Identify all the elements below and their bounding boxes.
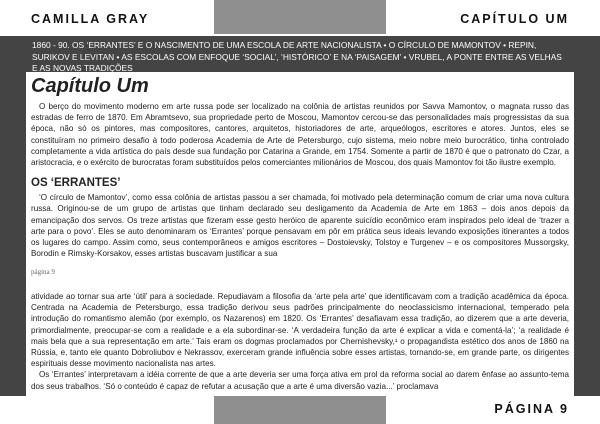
page-number: PÁGINA 9	[494, 402, 569, 416]
header-stripe	[214, 0, 386, 34]
right-margin-bar	[574, 36, 600, 396]
section-title: OS ‘ERRANTES’	[31, 177, 121, 190]
paragraph-1: O berço do movimento moderno em arte russa pode ser localizado na colônia de artistas reunidos por Savva Mamontov, o magnata russo das estradas de ferro de 1870. Em Abramtsevo, sua propriedade perto de Moscou, Mamontov cercou-se das personalidades mais progressistas da sua época, não só os pintores, mas compositores, cantores, arquitetos, historiadores de arte, arqueólogos, escritores e atores. Juntos, eles se constituíram no primeiro desafio à todo poderosa Academia de Arte de Petersburgo, cujo sistema, meio nobre meio burocrático, tinha controlado completamente a vida artística do país desde sua fundação por Catarina a Grande, em 1754. Somente a partir de 1870 é que o patronato do Czar, a aristocracia, e o exército de burocratas foram substituídos pelos comerciantes milionários de Moscou, dos quais Mamontov foi tão ilustre exemplo.	[31, 102, 569, 168]
page-marker: página 9	[31, 268, 55, 277]
running-head-chapter: CAPÍTULO UM	[460, 12, 569, 26]
chapter-title: Capítulo Um	[31, 75, 149, 97]
chapter-summary-banner: 1860 - 90. OS ‘ERRANTES’ E O NASCIMENTO DE UMA ESCOLA DE ARTE NACIONALISTA • O CÍRCULO DE MAMONTOV • REPIN, SURIKOV E LEVITAN • AS ESCOLAS COM ENFOQUE ‘SOCIAL’, ‘HISTÓRICO’ E NA ‘PAISAGEM’ • VRUBEL, A PONTE ENTRE AS VELHAS E AS NOVAS TRADIÇÕES	[26, 36, 574, 72]
paragraph-4: Os ‘Errantes’ interpretavam a idéia corrente de que a arte deveria ser uma força ativa em prol da reforma social ao darem ênfase ao assunto-tema dos seus trabalhos. ‘Só o conteúdo é capaz de refutar a acusação que a arte é uma diversão vazia...’ proclamava	[31, 370, 569, 391]
paragraph-3: atividade ao tornar sua arte ‘útil’ para a sociedade. Repudiavam a filosofia da ‘arte pela arte’ que identificavam com a tradição acadêmica da época. Centrada na Academia de Petersburgo, essa tradição derivou seus padrões principalmente do neoclassicismo internacional, temperado pela introdução do romantismo alemão (por exemplo, os Nazarenos) em 1820. Os ‘Errantes’ desafiavam essa tradição, ao dizerem que a arte deveria, primordialmente, preocupar-se com a realidade e a ela subordinar-se. ‘A verdadeira função da arte é explicar a vida e comentá-la’; ‘a realidade é mais bela que a sua representação em arte.’ Tais eram os dogmas proclamados por Chernishevsky,¹ o propagandista estético dos anos de 1860 na Rússia, e, tanto ele quanto Dobroliubov e Nekrassov, exerceram grande influência sobre esses artistas, tornando-se, em grande parte, os dirigentes espirituais desse movimento nacionalista nas artes.	[31, 292, 569, 369]
running-head-author: CAMILLA GRAY	[31, 12, 150, 26]
main-content	[31, 74, 569, 276]
left-margin-bar	[0, 36, 26, 396]
paragraph-2: ‘O círculo de Mamontov’, como essa colônia de artistas passou a ser chamada, foi motivado pela determinação comum de criar uma nova cultura russa. Originou-se de um grupo de artistas que tinham declarado seu desligamento da Academia de Arte em 1863 – dois anos depois da emancipação dos servos. Os treze artistas que fizeram esse gesto heróico de aparente suicídio econômico eram inspirados pelo ideal de ‘trazer a arte para o povo’. Eles se auto denominaram os ‘Errantes’ porque pensavam em pôr em prática seus ideais levando exposições itinerantes a todos os lugares do campo. Assim como, seus contemporâneos e amigos escritores – Dostoievsky, Tolstoy e Turgenev – e os compositores Mussorgsky, Borodin e Rimsky-Korsakov, esses artistas buscavam justificar a sua	[31, 193, 569, 259]
continued-content	[31, 291, 569, 392]
footer-stripe	[214, 396, 386, 424]
